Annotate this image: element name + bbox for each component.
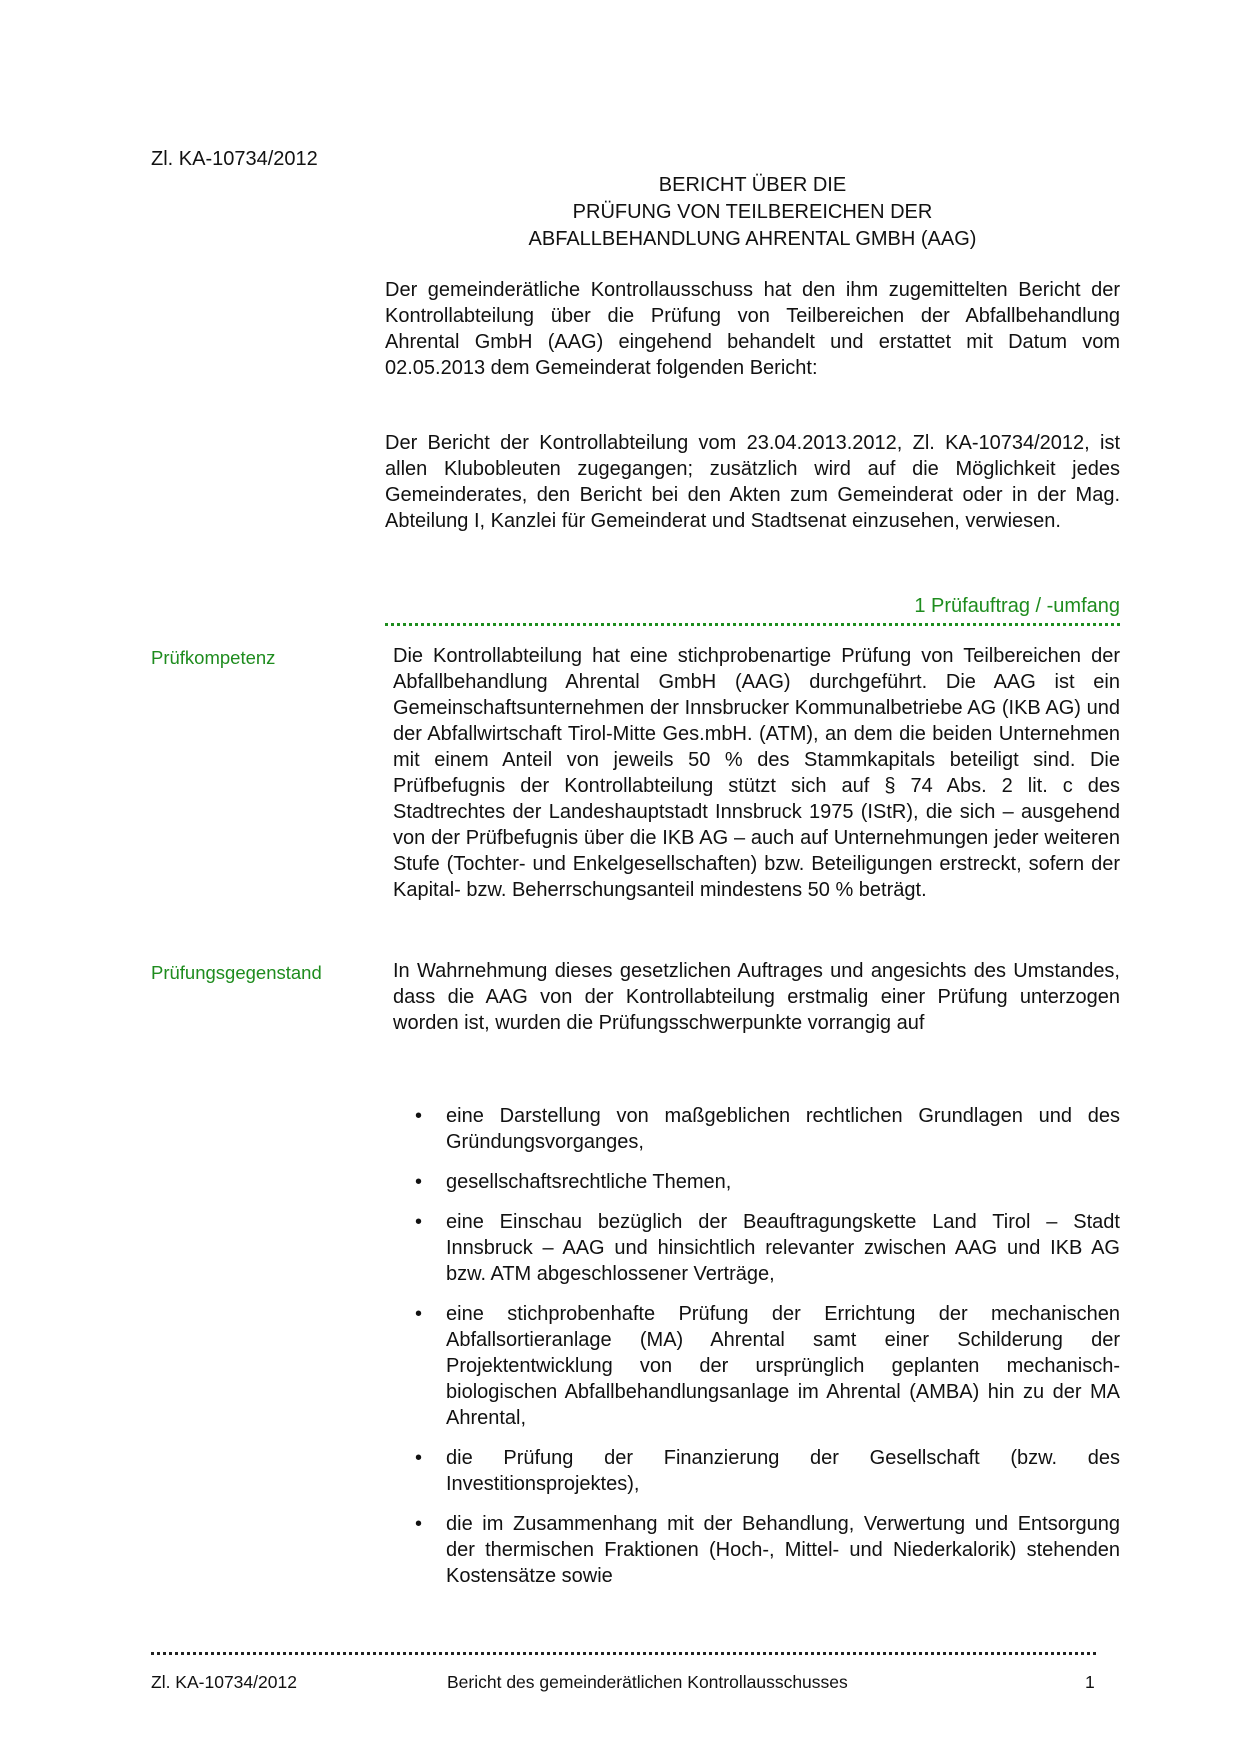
bullet-icon: • [415,1303,423,1325]
list-item-text: die Prüfung der Finanzierung der Gesellschaft (bzw. des Investitionsprojektes), [446,1447,1120,1495]
section-heading: 1 Prüfauftrag / -umfang [914,595,1120,617]
footer-divider [151,1652,1096,1655]
footer-title: Bericht des gemeinderätlichen Kontrollausschusses [447,1672,848,1692]
bullet-icon: • [415,1513,423,1535]
list-item [393,1511,1120,1589]
list-item [393,1445,1120,1497]
list-item [393,1169,1120,1195]
list-item-text: gesellschaftsrechtliche Themen, [446,1171,732,1193]
list-item-text: die im Zusammenhang mit der Behandlung, Verwertung und Entsorgung der thermischen Fraktionen (Hoch-, Mittel- und Niederkalorik) stehenden Kostensätze sowie [446,1513,1120,1587]
margin-label-pruefungsgegenstand: Prüfungsgegenstand [151,962,322,983]
bullet-icon: • [415,1447,423,1469]
title-line: PRÜFUNG VON TEILBEREICHEN DER [572,201,933,223]
bullet-icon: • [415,1211,423,1233]
document-reference: Zl. KA-10734/2012 [151,148,318,170]
margin-label-pruefkompetenz: Prüfkompetenz [151,647,276,668]
pruefkompetenz-paragraph: Die Kontrollabteilung hat eine stichprobenartige Prüfung von Teilbereichen der Abfallbehandlung Ahrental GmbH (AAG) durchgeführt. Die AAG ist ein Gemeinschaftsunternehmen der Innsbrucker Kommunalbetriebe AG (IKB AG) und der Abfallwirtschaft Tirol-Mitte Ges.mbH. (ATM), an dem die beiden Unternehmen mit einem Anteil von jeweils 50 % des Stammkapitals beteiligt sind. Die Prüfbefugnis der Kontrollabteilung stützt sich auf § 74 Abs. 2 lit. c des Stadtrechtes der Landeshauptstadt Innsbruck 1975 (IStR), die sich – ausgehend von der Prüfbefugnis über die IKB AG – auch auf Unternehmungen jeder weiteren Stufe (Tochter- und Enkelgesellschaften) bzw. Beteiligungen erstreckt, sofern der Kapital- bzw. Beherrschungsanteil mindestens 50 % beträgt. [393,645,1120,901]
list-item [393,1103,1120,1155]
pruefungsgegenstand-paragraph: In Wahrnehmung dieses gesetzlichen Auftrages und angesichts des Umstandes, dass die AAG von der Kontrollabteilung erstmalig einer Prüfung unterzogen worden ist, wurden die Prüfungsschwerpunkte vorrangig auf [393,960,1120,1034]
bullet-icon: • [415,1105,423,1127]
list-item-text: eine Darstellung von maßgeblichen rechtlichen Grundlagen und des Gründungsvorganges, [446,1105,1120,1153]
section-divider [385,623,1120,626]
footer-reference: Zl. KA-10734/2012 [151,1672,297,1692]
focus-list [393,1103,1120,1603]
list-item-text: eine Einschau bezüglich der Beauftragungskette Land Tirol – Stadt Innsbruck – AAG und hinsichtlich relevanter zwischen AAG und IKB AG bzw. ATM abgeschlossener Verträge, [446,1211,1120,1285]
intro-paragraph-1: Der gemeinderätliche Kontrollausschuss hat den ihm zugemittelten Bericht der Kontrollabteilung über die Prüfung von Teilbereichen der Abfallbehandlung Ahrental GmbH (AAG) eingehend behandelt und erstattet mit Datum vom 02.05.2013 dem Gemeinderat folgenden Bericht: [385,279,1120,379]
page-number: 1 [1085,1672,1095,1692]
list-item [393,1209,1120,1287]
report-title [385,172,1120,253]
bullet-icon: • [415,1171,423,1193]
list-item [393,1301,1120,1431]
list-item-text: eine stichprobenhafte Prüfung der Errichtung der mechanischen Abfallsortieranlage (MA) Ahrental samt einer Schilderung der Projektentwicklung von der ursprünglich geplanten mechanisch-biologischen Abfallbehandlungsanlage im Ahrental (AMBA) hin zu der MA Ahrental, [446,1303,1120,1429]
intro-paragraph-2: Der Bericht der Kontrollabteilung vom 23.04.2013.2012, Zl. KA-10734/2012, ist allen Klubobleuten zugegangen; zusätzlich wird auf die Möglichkeit jedes Gemeinderates, den Bericht bei den Akten zum Gemeinderat oder in der Mag. Abteilung I, Kanzlei für Gemeinderat und Stadtsenat einzusehen, verwiesen. [385,432,1120,532]
title-line: ABFALLBEHANDLUNG AHRENTAL GMBH (AAG) [528,228,977,250]
title-line: BERICHT ÜBER DIE [658,174,847,196]
